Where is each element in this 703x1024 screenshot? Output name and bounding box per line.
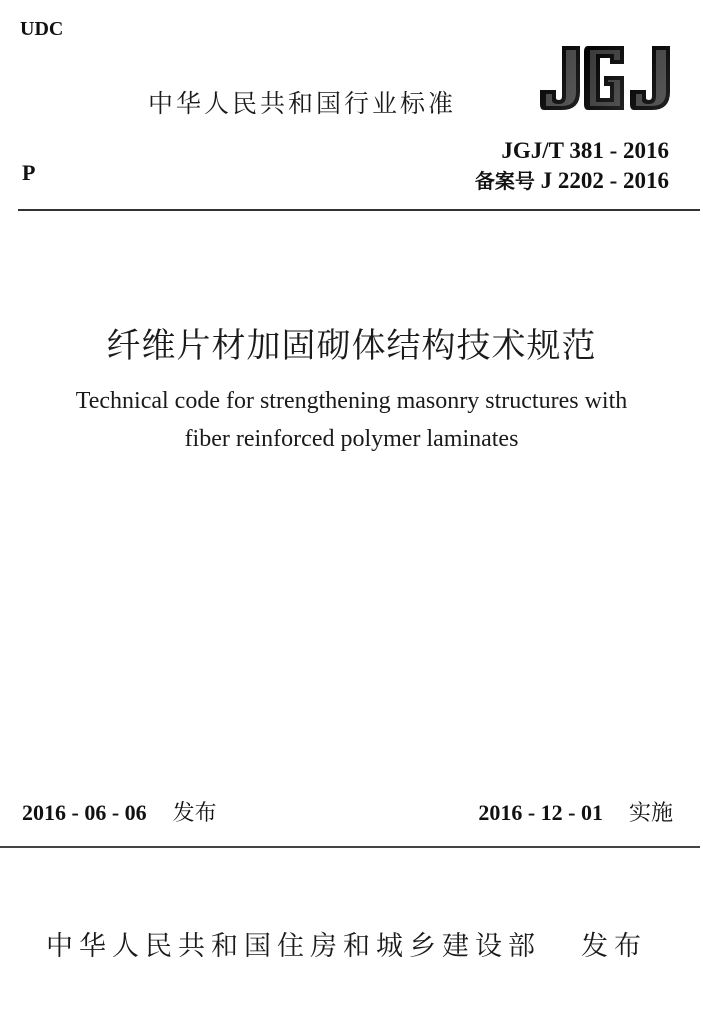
implement-date-block [478, 796, 673, 827]
industry-standard-title: 中华人民共和国行业标准 [148, 89, 457, 118]
classification-code: P [22, 160, 36, 185]
top-divider [18, 209, 700, 211]
issue-date: 2016 - 06 - 06 [22, 800, 147, 825]
implement-date: 2016 - 12 - 01 [478, 800, 603, 825]
record-number: J 2202 - 2016 [540, 168, 669, 193]
jgj-logo [536, 40, 676, 118]
publisher-action: 发布 [581, 931, 647, 962]
english-title [0, 382, 703, 458]
jgj-logo-graphic [536, 40, 676, 118]
standard-number: JGJ/T 381 - 2016 [501, 138, 669, 163]
udc-label: UDC [20, 18, 64, 40]
english-title-line-2: fiber reinforced polymer laminates [184, 426, 519, 452]
issue-date-block [22, 796, 217, 827]
record-number-line [475, 166, 669, 196]
implement-label: 实施 [628, 801, 673, 826]
chinese-title: 纤维片材加固砌体结构技术规范 [106, 326, 597, 366]
bottom-divider [0, 846, 700, 848]
publisher-name: 中华人民共和国住房和城乡建设部 [46, 931, 541, 962]
english-title-line-1: Technical code for strengthening masonry structures with [75, 388, 628, 414]
record-label: 备案号 [474, 169, 535, 193]
issue-label: 发布 [172, 801, 217, 826]
publisher-line [46, 924, 647, 963]
standard-number-block [475, 136, 669, 196]
